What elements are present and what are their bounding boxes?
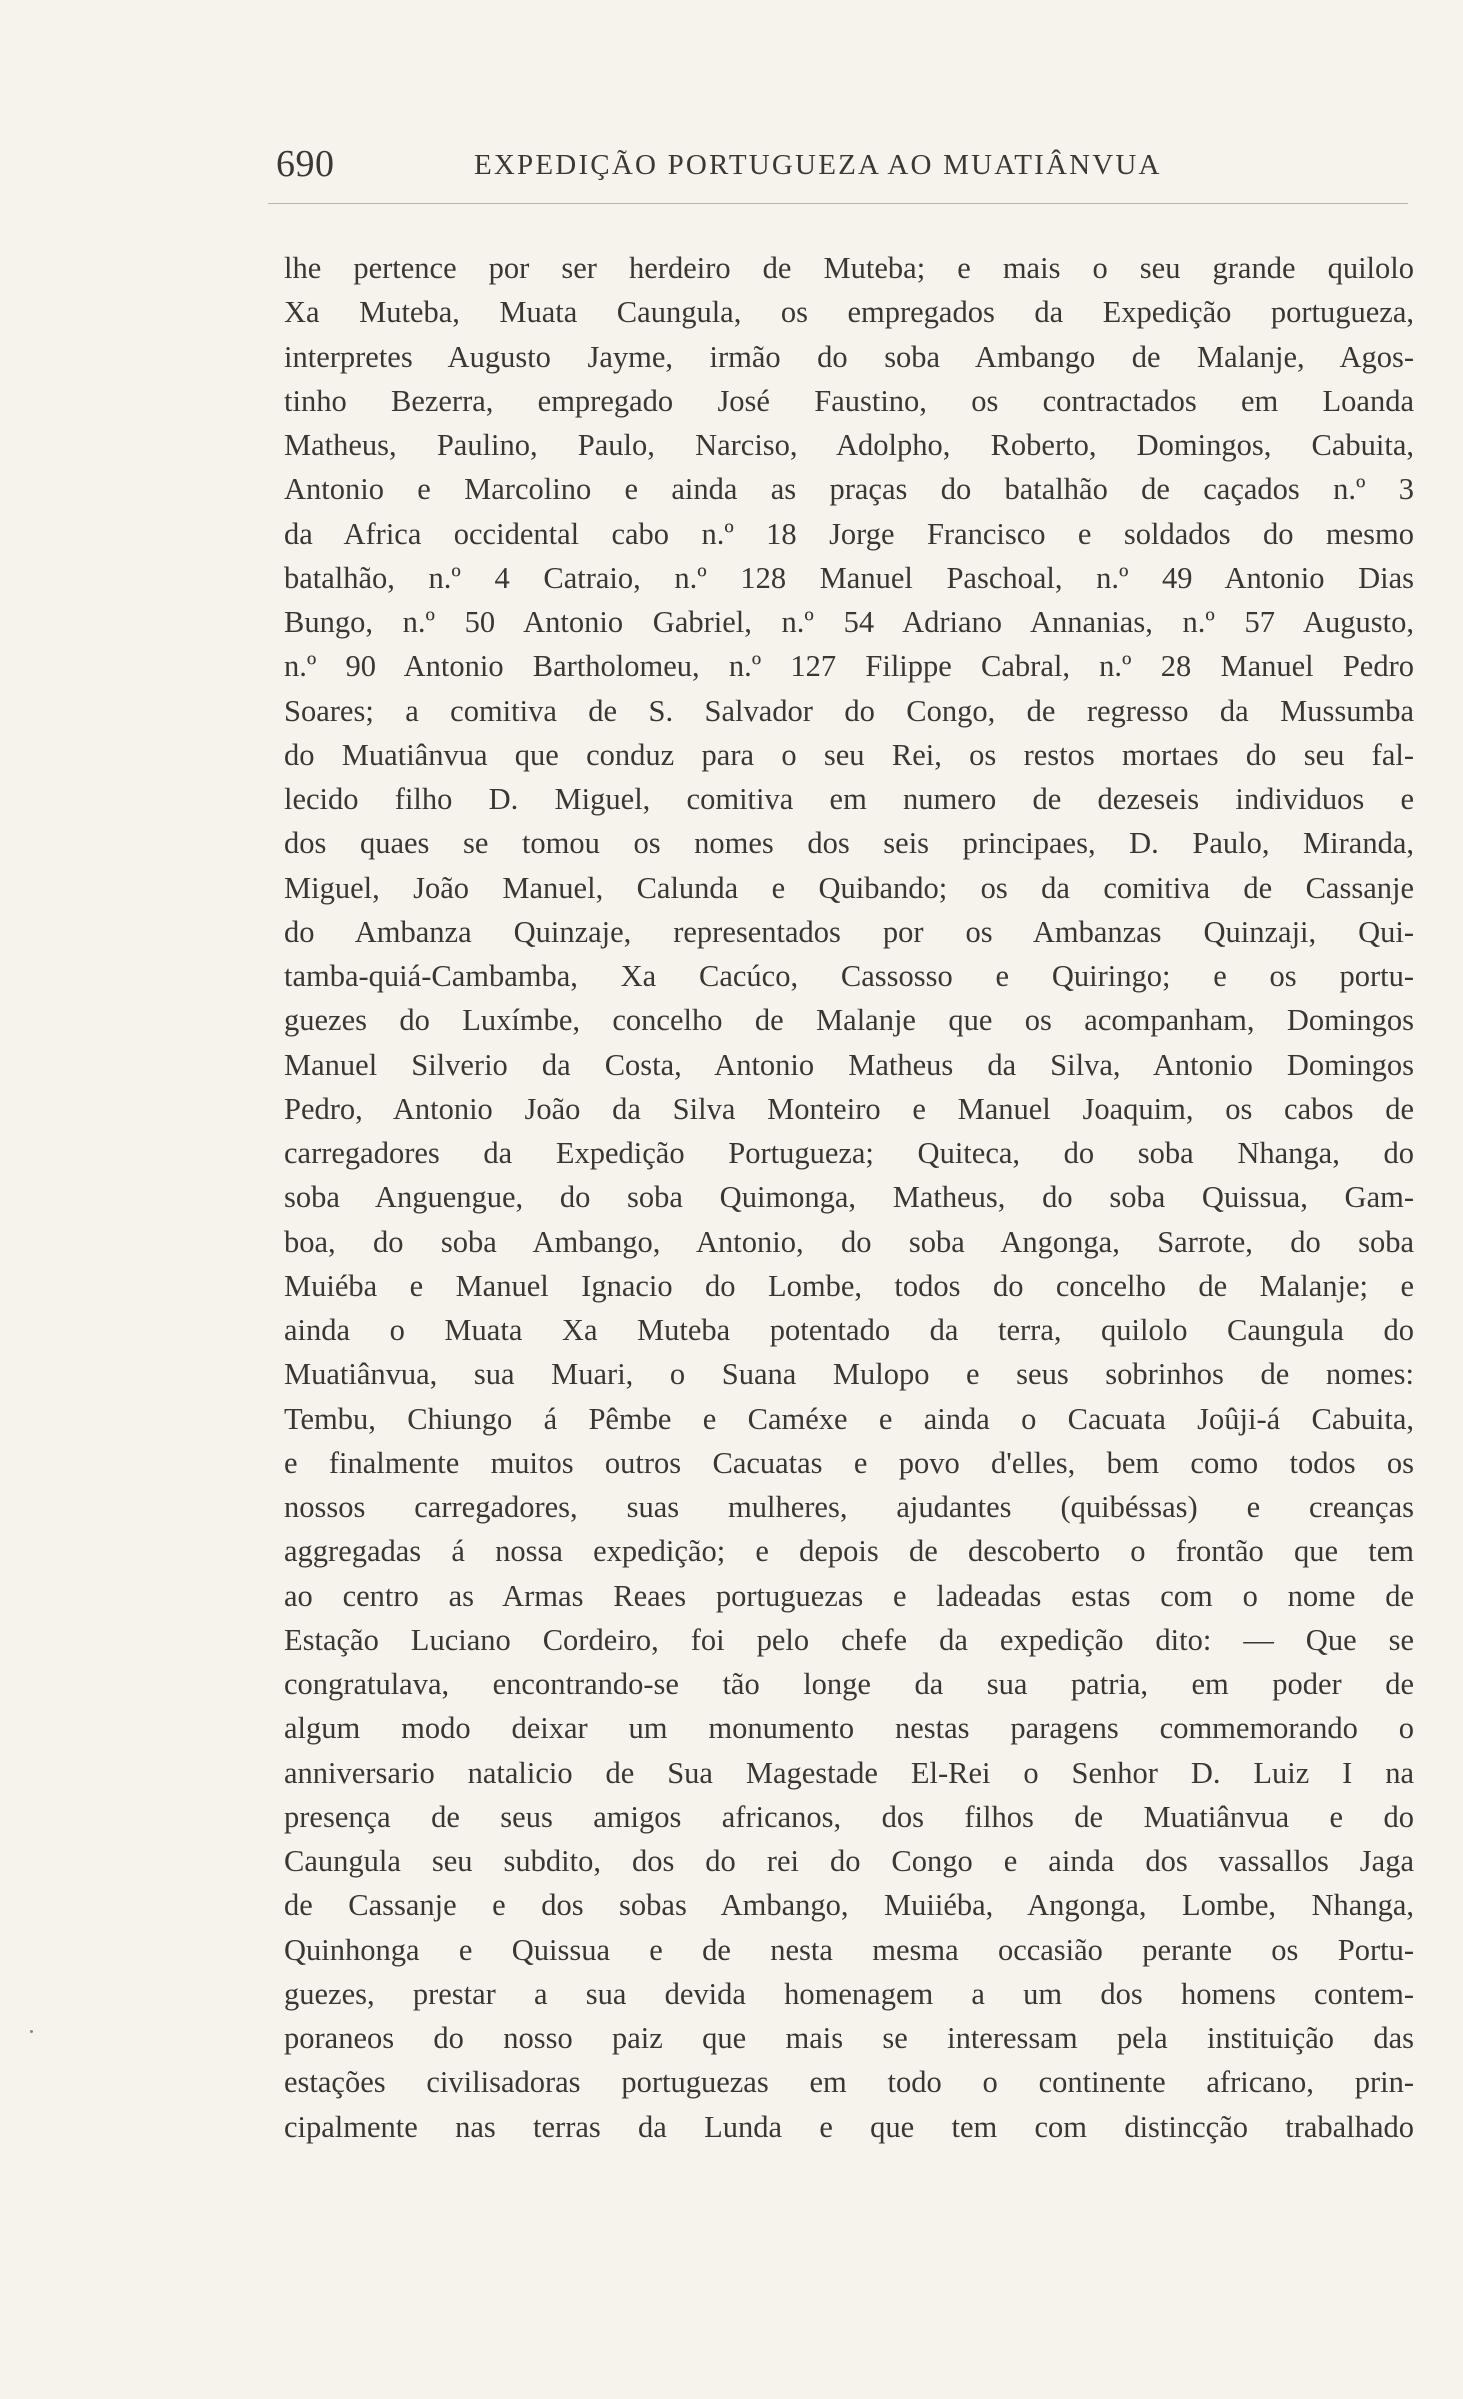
text-line: aggregadas á nossa expedição; e depois de descoberto o frontão que tem	[284, 1534, 1414, 1569]
text-line: de Cassanje e dos sobas Ambango, Muiiéba, Angonga, Lombe, Nhanga,	[284, 1888, 1414, 1923]
text-line: nossos carregadores, suas mulheres, ajudantes (quibéssas) e creanças	[284, 1490, 1414, 1524]
text-line: do Ambanza Quinzaje, representados por os Ambanzas Quinzaji, Qui-	[284, 914, 1414, 949]
text-line: da Africa occidental cabo n.º 18 Jorge Francisco e soldados do mesmo	[284, 516, 1414, 551]
text-line: estações civilisadoras portuguezas em todo o continente africano, prin-	[284, 2065, 1414, 2100]
text-line: Tembu, Chiungo á Pêmbe e Caméxe e ainda o Cacuata Joûji-á Cabuita,	[284, 1401, 1414, 1436]
text-line: do Muatiânvua que conduz para o seu Rei, os restos mortaes do seu fal-	[284, 737, 1414, 772]
text-line: poraneos do nosso paiz que mais se interessam pela instituição das	[284, 2021, 1414, 2055]
text-line: batalhão, n.º 4 Catraio, n.º 128 Manuel Paschoal, n.º 49 Antonio Dias	[284, 560, 1414, 595]
text-line: presença de seus amigos africanos, dos filhos de Muatiânvua e do	[284, 1799, 1414, 1834]
text-line: tamba-quiá-Cambamba, Xa Cacúco, Cassosso e Quiringo; e os portu-	[284, 959, 1414, 993]
text-line: Muiéba e Manuel Ignacio do Lombe, todos do concelho de Malanje; e	[284, 1268, 1414, 1303]
text-line: Pedro, Antonio João da Silva Monteiro e Manuel Joaquim, os cabos de	[284, 1091, 1414, 1126]
margin-speck	[30, 2030, 33, 2033]
running-head	[266, 142, 1416, 192]
text-line: guezes do Luxímbe, concelho de Malanje que os acompanham, Domingos	[284, 1003, 1414, 1038]
text-line: Caungula seu subdito, dos do rei do Congo e ainda dos vassallos Jaga	[284, 1844, 1414, 1878]
body-text	[284, 246, 1414, 2149]
text-line: congratulava, encontrando-se tão longe da sua patria, em poder de	[284, 1667, 1414, 1701]
text-line: n.º 90 Antonio Bartholomeu, n.º 127 Filippe Cabral, n.º 28 Manuel Pedro	[284, 649, 1414, 684]
text-line: anniversario natalicio de Sua Magestade El-Rei o Senhor D. Luiz I na	[284, 1755, 1414, 1790]
text-line: Bungo, n.º 50 Antonio Gabriel, n.º 54 Adriano Annanias, n.º 57 Augusto,	[284, 605, 1414, 639]
text-line: Estação Luciano Cordeiro, foi pelo chefe da expedição dito: — Que se	[284, 1622, 1414, 1657]
text-line: Manuel Silverio da Costa, Antonio Matheus da Silva, Antonio Domingos	[284, 1047, 1414, 1082]
text-line: Muatiânvua, sua Muari, o Suana Mulopo e seus sobrinhos de nomes:	[284, 1357, 1414, 1392]
text-line: Quinhonga e Quissua e de nesta mesma occasião perante os Portu-	[284, 1932, 1414, 1967]
text-line: interpretes Augusto Jayme, irmão do soba Ambango de Malanje, Agos-	[284, 339, 1414, 374]
text-line: dos quaes se tomou os nomes dos seis principaes, D. Paulo, Miranda,	[284, 826, 1414, 861]
text-line: lhe pertence por ser herdeiro de Muteba; e mais o seu grande quilolo	[284, 251, 1414, 285]
text-line: Antonio e Marcolino e ainda as praças do batalhão de caçados n.º 3	[284, 472, 1414, 507]
text-line: algum modo deixar um monumento nestas paragens commemorando o	[284, 1711, 1414, 1746]
text-line: e finalmente muitos outros Cacuatas e povo d'elles, bem como todos os	[284, 1445, 1414, 1480]
text-line: lecido filho D. Miguel, comitiva em numero de dezeseis individuos e	[284, 782, 1414, 816]
text-line: Soares; a comitiva de S. Salvador do Congo, de regresso da Mussumba	[284, 693, 1414, 728]
header-rule	[268, 203, 1408, 204]
text-line: soba Anguengue, do soba Quimonga, Matheus, do soba Quissua, Gam-	[284, 1180, 1414, 1215]
text-line: cipalmente nas terras da Lunda e que tem com distincção trabalhado	[284, 2109, 1414, 2144]
text-line: carregadores da Expedição Portugueza; Quiteca, do soba Nhanga, do	[284, 1136, 1414, 1170]
text-line: boa, do soba Ambango, Antonio, do soba Angonga, Sarrote, do soba	[284, 1224, 1414, 1259]
text-line: tinho Bezerra, empregado José Faustino, os contractados em Loanda	[284, 383, 1414, 418]
running-title: EXPEDIÇÃO PORTUGUEZA AO MUATIÂNVUA	[474, 149, 1162, 181]
text-line: ainda o Muata Xa Muteba potentado da terra, quilolo Caungula do	[284, 1313, 1414, 1347]
text-line: guezes, prestar a sua devida homenagem a um dos homens contem-	[284, 1976, 1414, 2011]
page-number: 690	[276, 143, 335, 185]
text-line: ao centro as Armas Reaes portuguezas e ladeadas estas com o nome de	[284, 1578, 1414, 1613]
text-line: Matheus, Paulino, Paulo, Narciso, Adolpho, Roberto, Domingos, Cabuita,	[284, 428, 1414, 462]
text-line: Miguel, João Manuel, Calunda e Quibando; os da comitiva de Cassanje	[284, 870, 1414, 905]
text-line: Xa Muteba, Muata Caungula, os empregados da Expedição portugueza,	[284, 295, 1414, 330]
